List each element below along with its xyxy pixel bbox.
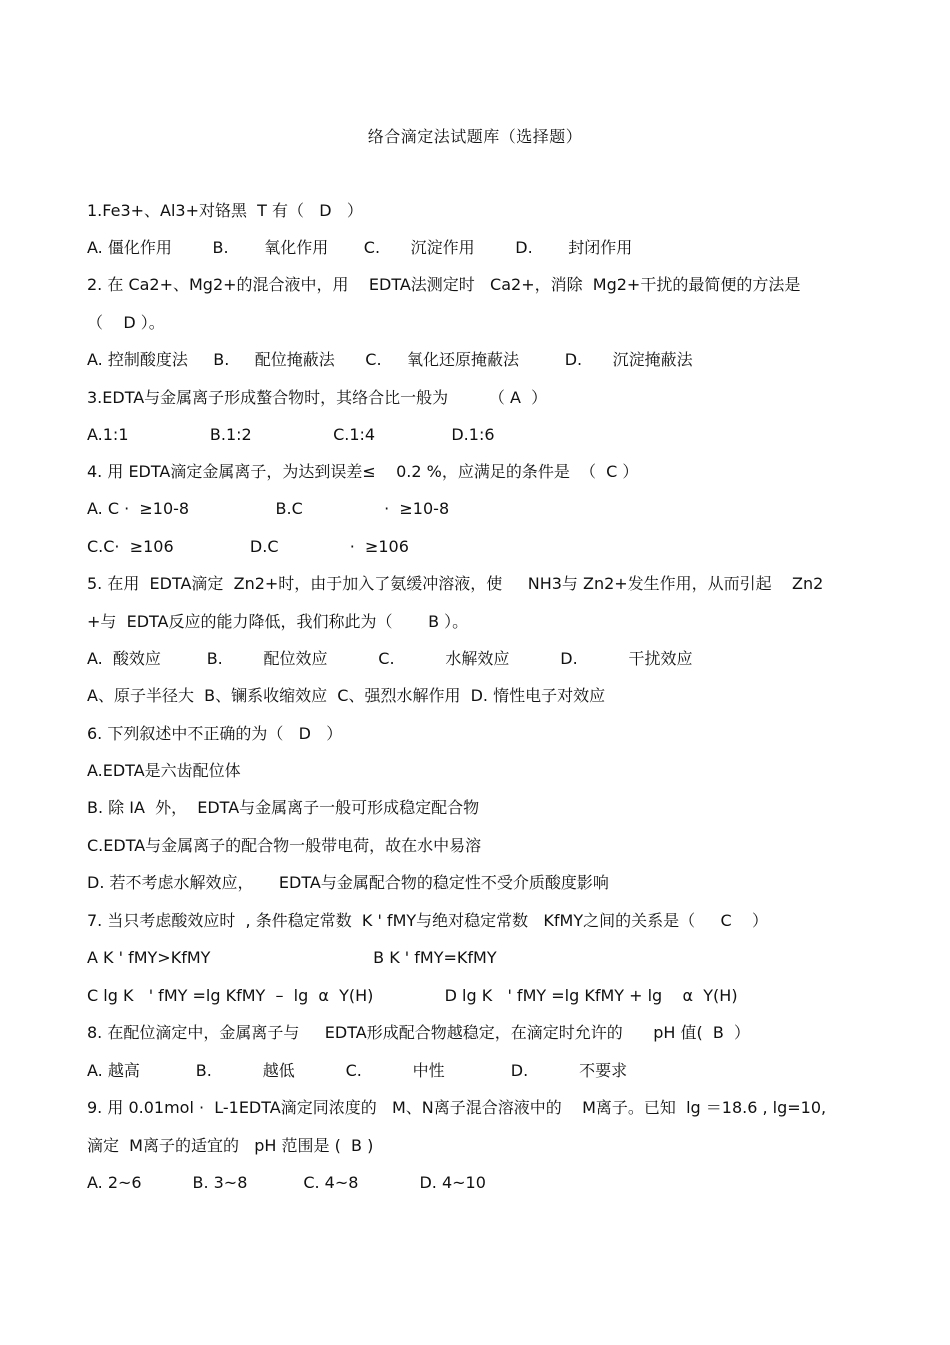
question-5-stem: 5. 在用 EDTA滴定 Zn2+时，由于加入了氨缓冲溶液，使 NH3与 Zn2+发生作用，从而引起 Zn2	[87, 574, 824, 593]
question-5-options: A. 酸效应 B. 配位效应 C. 水解效应 D. 干扰效应	[87, 649, 693, 668]
question-4-options-cd: C.C· ≥106 D.C · ≥106	[87, 537, 409, 556]
question-9-stem-cont: 滴定 M离子的适宜的 pH 范围是 ( B )	[87, 1136, 374, 1155]
page-title: 络合滴定法试题库（选择题）	[367, 127, 583, 146]
question-1-options: A. 僵化作用 B. 氧化作用 C. 沉淀作用 D. 封闭作用	[87, 238, 633, 257]
question-8-options: A. 越高 B. 越低 C. 中性 D. 不要求	[87, 1061, 628, 1080]
question-9-stem: 9. 用 0.01mol · L-1EDTA滴定同浓度的 M、N离子混合溶液中的 M离子。已知 lg ＝18.6 , lg=10,	[87, 1098, 827, 1117]
question-4-stem: 4. 用 EDTA滴定金属离子，为达到误差≤ 0.2 %，应满足的条件是 （ C ）	[87, 462, 639, 481]
question-2-options: A. 控制酸度法 B. 配位掩蔽法 C. 氧化还原掩蔽法 D. 沉淀掩蔽法	[87, 350, 693, 369]
question-6-option-b: B. 除 IA 外， EDTA与金属离子一般可形成稳定配合物	[87, 798, 480, 817]
question-6-option-a: A.EDTA是六齿配位体	[87, 761, 241, 780]
question-6-option-c: C.EDTA与金属离子的配合物一般带电荷，故在水中易溶	[87, 836, 482, 855]
question-7-options-cd: C lg K ' fMY =lg KfMY – lg α Y(H) D lg K ' fMY =lg KfMY + lg α Y(H)	[87, 986, 738, 1005]
question-4-options-ab: A. C · ≥10-8 B.C · ≥10-8	[87, 499, 450, 518]
question-2-stem-cont: （ D ）。	[87, 313, 165, 332]
question-9-options: A. 2~6 B. 3~8 C. 4~8 D. 4~10	[87, 1173, 486, 1192]
question-7-options-ab: A K ' fMY>KfMY B K ' fMY=KfMY	[87, 948, 497, 967]
question-7-stem: 7. 当只考虑酸效应时 , 条件稳定常数 K ' fMY与绝对稳定常数 KfMY之间的关系是（ C ）	[87, 911, 769, 930]
extra-options: A、原子半径大 B、镧系收缩效应 C、强烈水解作用 D. 惰性电子对效应	[87, 686, 606, 705]
question-3-options: A.1:1 B.1:2 C.1:4 D.1:6	[87, 425, 495, 444]
question-2-stem: 2. 在 Ca2+、Mg2+的混合液中，用 EDTA法测定时 Ca2+，消除 Mg2+干扰的最简便的方法是	[87, 275, 801, 294]
question-8-stem: 8. 在配位滴定中，金属离子与 EDTA形成配合物越稳定，在滴定时允许的 pH 值( B ）	[87, 1023, 751, 1042]
question-5-stem-cont: +与 EDTA反应的能力降低，我们称此为（ B ）。	[87, 612, 469, 631]
question-6-option-d: D. 若不考虑水解效应， EDTA与金属配合物的稳定性不受介质酸度影响	[87, 873, 609, 892]
question-6-stem: 6. 下列叙述中不正确的为（ D ）	[87, 724, 343, 743]
question-1-stem: 1.Fe3+、Al3+对铬黑 T 有（ D ）	[87, 201, 363, 220]
question-3-stem: 3.EDTA与金属离子形成螯合物时，其络合比一般为 （ A ）	[87, 388, 548, 407]
